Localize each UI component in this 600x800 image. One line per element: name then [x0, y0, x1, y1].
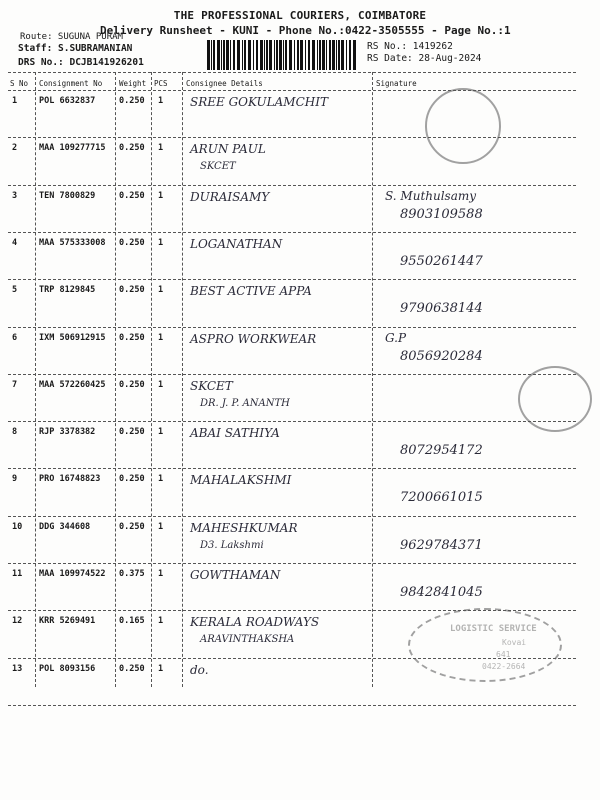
- barcode-bar: [297, 40, 299, 70]
- consignee-name: MAHESHKUMAR: [190, 520, 298, 535]
- cell-sno: 12: [12, 616, 23, 627]
- runsheet-title: Delivery Runsheet - KUNI - Phone No.:0422-3505555 - Page No.:1: [100, 24, 511, 37]
- consignee-name: SREE GOKULAMCHIT: [190, 95, 328, 109]
- cell-consignment: IXM 506912915: [39, 332, 106, 343]
- barcode-bar: [237, 40, 240, 70]
- barcode-bar: [332, 40, 335, 70]
- cell-consignment: MAA 572260425: [39, 379, 106, 390]
- cell-pcs: 1: [158, 379, 164, 390]
- cell-weight: 0.250: [119, 379, 145, 390]
- cell-sno: 1: [12, 96, 18, 106]
- consignee-name: ABAI SATHIYA: [190, 426, 280, 441]
- staff-label: Staff: S.SUBRAMANIAN: [18, 43, 133, 54]
- stamp-pin-text: 641: [496, 650, 511, 659]
- barcode-bar: [300, 40, 303, 70]
- cell-sno: 11: [12, 569, 23, 579]
- cell-consignment: MAA 575333008: [39, 237, 106, 248]
- rs-number: RS No.: 1419262: [367, 41, 453, 52]
- barcode-bar: [341, 40, 344, 70]
- col-header-weight: Weight: [119, 79, 147, 88]
- cell-sno: 7: [12, 379, 18, 390]
- consignee-name: DURAISAMY: [190, 189, 270, 204]
- row-rule: [8, 421, 576, 422]
- company-name: THE PROFESSIONAL COURIERS, COIMBATORE: [173, 9, 427, 22]
- barcode-bar: [269, 40, 272, 70]
- cell-pcs: 1: [158, 332, 164, 343]
- column-divider: [151, 72, 152, 687]
- barcode-bar: [308, 40, 310, 70]
- barcode-bar: [253, 40, 254, 70]
- barcode-bar: [326, 40, 327, 70]
- cell-sno: 3: [12, 190, 18, 201]
- row-rule: [8, 563, 576, 564]
- row-rule: [8, 374, 576, 375]
- cell-sno: 8: [12, 427, 18, 438]
- column-divider: [115, 72, 116, 687]
- barcode-bar: [338, 40, 340, 70]
- barcode-bar: [242, 40, 243, 70]
- consignee-name: SKCET: [190, 378, 233, 393]
- cell-weight: 0.250: [119, 332, 145, 343]
- cell-pcs: 1: [158, 190, 164, 201]
- col-header-pcs: PCS: [154, 79, 168, 88]
- cell-consignment: TRP 8129845: [39, 285, 96, 296]
- barcode-bar: [207, 40, 210, 70]
- barcode-bar: [248, 40, 251, 70]
- cell-pcs: 1: [158, 521, 164, 532]
- barcode-bar: [266, 40, 268, 70]
- barcode-bar: [329, 40, 331, 70]
- cell-weight: 0.250: [119, 663, 145, 674]
- barcode: [207, 40, 357, 70]
- cell-sno: 9: [12, 474, 18, 485]
- barcode-bar: [322, 40, 325, 70]
- cell-sno: 2: [12, 143, 18, 154]
- barcode-bar: [244, 40, 246, 70]
- barcode-bar: [319, 40, 321, 70]
- consignee-name: do.: [190, 662, 209, 677]
- cell-sno: 5: [12, 285, 18, 296]
- barcode-bar: [211, 40, 212, 70]
- barcode-bar: [305, 40, 306, 70]
- cell-weight: 0.165: [119, 616, 145, 627]
- consignee-name: GOWTHAMAN: [190, 568, 281, 582]
- round-stamp-2: [518, 366, 592, 432]
- barcode-bar: [230, 40, 231, 70]
- signature-phone: 9629784371: [400, 537, 483, 553]
- signature-phone: 8903109588: [400, 206, 483, 222]
- cell-pcs: 1: [158, 427, 164, 438]
- signature-phone: 9550261447: [400, 253, 483, 269]
- consignee-extra: SKCET: [200, 161, 236, 173]
- row-rule: [8, 232, 576, 233]
- column-divider: [182, 72, 183, 687]
- cell-pcs: 1: [158, 285, 164, 296]
- row-rule: [8, 279, 576, 280]
- consignee-extra: ARAVINTHAKSHA: [200, 634, 295, 646]
- barcode-bar: [283, 40, 284, 70]
- cell-consignment: KRR 5269491: [39, 616, 96, 627]
- cell-consignment: POL 6632837: [39, 96, 96, 106]
- signature-phone: 7200661015: [400, 490, 483, 506]
- stamp-kovai-text: Kovai: [502, 638, 527, 647]
- stamp-phone-text: 0422-2664: [482, 662, 526, 671]
- row-rule: [8, 468, 576, 469]
- cell-sno: 4: [12, 237, 18, 248]
- consignee-name: KERALA ROADWAYS: [190, 615, 320, 630]
- consignee-name: ARUN PAUL: [190, 142, 266, 157]
- barcode-bar: [353, 40, 356, 70]
- barcode-bar: [285, 40, 287, 70]
- table-top-rule: [8, 72, 576, 73]
- cell-weight: 0.250: [119, 521, 145, 532]
- signature-phone: 9842841045: [400, 585, 483, 600]
- barcode-bar: [223, 40, 225, 70]
- column-divider: [35, 72, 36, 687]
- cell-weight: 0.250: [119, 427, 145, 438]
- consignee-name: MAHALAKSHMI: [190, 473, 292, 488]
- barcode-bar: [233, 40, 235, 70]
- consignee-extra: D3. Lakshmi: [200, 539, 264, 551]
- consignee-extra: DR. J. P. ANANTH: [200, 397, 290, 409]
- barcode-bar: [256, 40, 258, 70]
- barcode-bar: [279, 40, 282, 70]
- stamp-logistic-text: LOGISTIC SERVICE: [450, 624, 537, 634]
- barcode-bar: [317, 40, 318, 70]
- cell-weight: 0.250: [119, 474, 145, 485]
- cell-consignment: DDG 344608: [39, 521, 91, 532]
- col-header-signature: Signature: [376, 79, 417, 88]
- barcode-bar: [289, 40, 292, 70]
- cell-consignment: MAA 109277715: [39, 143, 106, 154]
- barcode-bar: [346, 40, 347, 70]
- cell-sno: 13: [12, 663, 23, 674]
- barcode-bar: [274, 40, 275, 70]
- barcode-bar: [264, 40, 265, 70]
- cell-consignment: POL 8093156: [39, 663, 96, 674]
- cell-weight: 0.250: [119, 143, 145, 154]
- drs-number: DRS No.: DCJB141926201: [18, 57, 144, 68]
- col-header-consignee: Consignee Details: [186, 79, 263, 88]
- col-header-consignment: Consignment No: [39, 79, 103, 88]
- consignee-name: ASPRO WORKWEAR: [190, 331, 317, 346]
- cell-consignment: RJP 3378382: [39, 427, 96, 438]
- signature-phone: 8056920284: [400, 348, 483, 364]
- cell-weight: 0.250: [119, 190, 145, 201]
- cell-consignment: MAA 109974522: [39, 569, 106, 579]
- row-rule: [8, 705, 576, 706]
- barcode-bar: [221, 40, 222, 70]
- barcode-bar: [336, 40, 337, 70]
- signature-phone: 9790638144: [400, 301, 483, 317]
- consignee-name: BEST ACTIVE APPA: [190, 284, 312, 299]
- row-rule: [8, 516, 576, 517]
- signature-text: G.P: [385, 330, 407, 345]
- cell-weight: 0.250: [119, 285, 145, 296]
- cell-sno: 10: [12, 521, 23, 532]
- barcode-bar: [294, 40, 295, 70]
- row-rule: [8, 327, 576, 328]
- signature-text: S. Muthulsamy: [385, 188, 477, 203]
- round-stamp-1: [425, 88, 501, 164]
- table-header-rule: [8, 90, 576, 91]
- column-divider: [372, 72, 373, 687]
- col-header-sno: S No: [10, 79, 29, 88]
- round-stamp-3: [408, 608, 562, 682]
- barcode-bar: [349, 40, 351, 70]
- row-rule: [8, 185, 576, 186]
- cell-weight: 0.375: [119, 569, 145, 579]
- barcode-bar: [226, 40, 229, 70]
- cell-consignment: TEN 7800829: [39, 190, 96, 201]
- cell-pcs: 1: [158, 96, 164, 106]
- barcode-bar: [217, 40, 220, 70]
- rs-date: RS Date: 28-Aug-2024: [367, 53, 482, 64]
- barcode-bar: [276, 40, 278, 70]
- signature-phone: 8072954172: [400, 443, 483, 459]
- barcode-bar: [260, 40, 263, 70]
- barcode-bar: [312, 40, 315, 70]
- cell-pcs: 1: [158, 237, 164, 248]
- cell-weight: 0.250: [119, 96, 145, 106]
- cell-pcs: 1: [158, 569, 164, 579]
- cell-pcs: 1: [158, 616, 164, 627]
- barcode-bar: [213, 40, 215, 70]
- cell-pcs: 1: [158, 663, 164, 674]
- cell-weight: 0.250: [119, 237, 145, 248]
- route-label: Route: SUGUNA PURAM: [20, 32, 123, 42]
- cell-pcs: 1: [158, 474, 164, 485]
- consignee-name: LOGANATHAN: [190, 236, 283, 251]
- cell-pcs: 1: [158, 143, 164, 154]
- cell-sno: 6: [12, 332, 18, 343]
- cell-consignment: PRO 16748823: [39, 474, 101, 485]
